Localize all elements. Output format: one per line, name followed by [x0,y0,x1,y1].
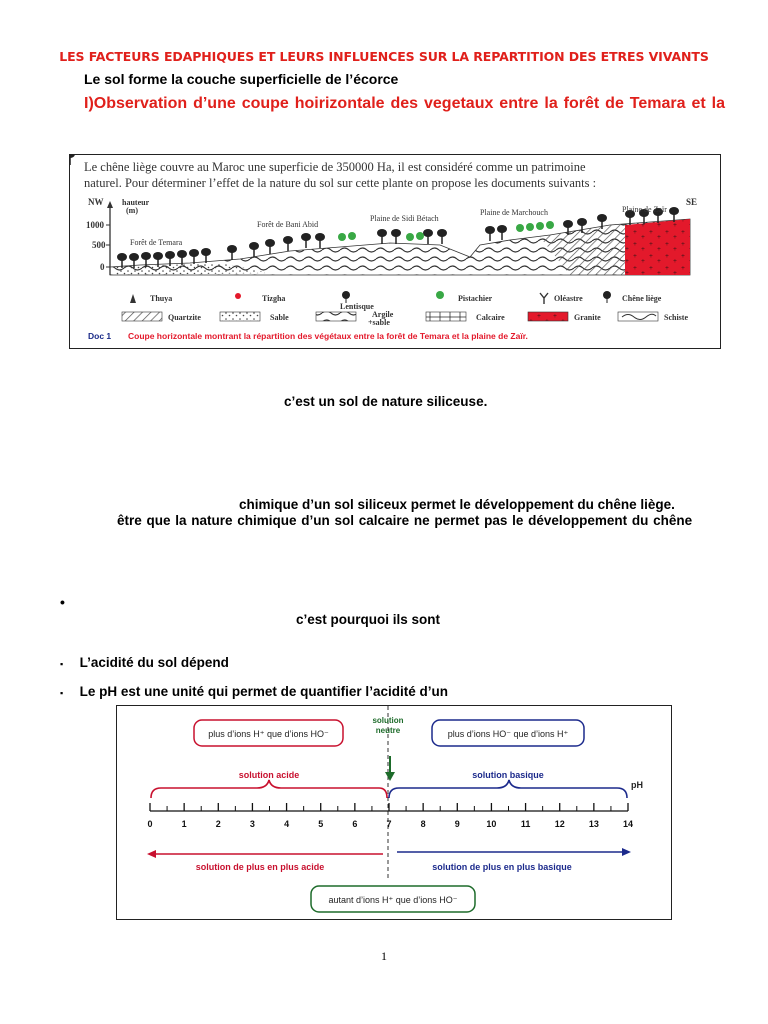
ph-scale-figure [116,705,672,920]
doc1-caption-label: Doc 1 [88,331,112,341]
legend-granite: Granite [574,313,601,322]
ph-tick-label: 4 [284,819,290,829]
doc1-section-diagram [70,155,719,347]
ph-tick-label: 1 [181,819,187,829]
ph-tick-label: 5 [318,819,324,829]
acid-box-text: plus d’ions H⁺ que d’ions HO⁻ [208,729,329,739]
document-title: LES FACTEURS EDAPHIQUES ET LEURS INFLUENCES SUR LA REPARTITION DES ETRES VIVANTS [59,49,709,64]
paragraph-2: chimique d’un sol siliceux permet le développement du chêne liège. [239,497,675,512]
ph-tick-label: 0 [147,819,153,829]
ph-label: pH [631,780,643,790]
bullet-text: Le pH est une unité qui permet de quantifier l’acidité d’un [79,684,448,699]
more-basic-arrow [622,848,631,856]
ph-tick-label: 6 [352,819,358,829]
more-basic-label: solution de plus en plus basique [432,862,572,872]
legend-tizgha: Tizgha [262,294,286,303]
ph-tick-label: 7 [386,819,392,829]
place-marchouch: Plaine de Marchouch [480,208,548,217]
ph-tick-label: 12 [554,819,565,829]
legend-thuya: Thuya [150,294,173,303]
place-zair: Plaine de Zaïr [622,205,667,214]
ph-tick-label: 8 [420,819,426,829]
tick-1000: 1000 [86,220,104,230]
place-temara: Forêt de Temara [130,238,183,247]
axis-label: hauteur [122,198,150,207]
ph-tick-label: 13 [588,819,599,829]
paragraph-4: c’est pourquoi ils sont [296,612,441,627]
ph-tick-label: 9 [454,819,460,829]
more-acid-label: solution de plus en plus acide [195,862,325,872]
se-label: SE [686,197,698,207]
square-bullet: ▪ [60,688,64,698]
doc1-text-line2: naturel. Pour déterminer l’effet de la nature du sol sur cette plante on propose les documents suivants : [84,176,597,190]
place-sidi-betach: Plaine de Sidi Bétach [370,214,439,223]
ph-tick-label: 10 [486,819,497,829]
bullet-text: L’acidité du sol dépend [79,655,229,670]
ph-scale-diagram [117,706,670,918]
ph-tick-label: 14 [622,819,634,829]
legend-oleastre: Oléastre [554,294,583,303]
page-number: 1 [381,949,387,963]
legend-pistachier: Pistachier [458,294,493,303]
ph-tick-label: 2 [215,819,221,829]
square-bullet: ▪ [60,659,64,669]
section-heading: I)Observation d’une coupe hoirizontale des vegetaux entre la forêt de Temara et la [84,95,725,112]
paragraph-1: c’est un sol de nature siliceuse. [284,394,488,409]
bullet-item-acidity [60,654,229,672]
basic-label: solution basique [472,770,544,780]
legend-sable: Sable [270,313,289,322]
doc1-text-line1: Le chêne liège couvre au Maroc une superficie de 350000 Ha, il est considéré comme un patrimoine [84,160,586,174]
tick-500: 500 [92,240,106,250]
bullet-item-ph [60,683,448,701]
ph-tick-label: 11 [520,819,531,829]
basic-box-text: plus d’ions HO⁻ que d’ions H⁺ [447,729,569,739]
legend-plus-sable: +sable [368,318,390,327]
legend-argile: Argile [372,310,394,319]
acid-label: solution acide [238,770,300,780]
tick-0: 0 [100,262,105,272]
ph-ticks [147,803,633,829]
section-granite [625,219,690,275]
plant-legend [130,291,662,311]
axis-unit: (m) [126,206,138,215]
legend-lentisque: Lentisque [340,302,374,311]
nw-label: NW [88,197,104,207]
paragraph-3: être que la nature chimique d’un sol calcaire ne permet pas le développement du chêne [117,513,693,528]
neutral-label-2: neutre [375,726,401,735]
place-bani-abid: Forêt de Bani Abid [257,220,319,229]
basic-brace [389,780,627,798]
legend-schiste: Schiste [664,313,688,322]
neutral-box-text: autant d’ions H⁺ que d’ions HO⁻ [328,895,458,905]
bullet-marker: • [60,594,65,610]
more-acid-arrow [147,850,156,858]
legend-quartzite: Quartzite [168,313,201,322]
legend-calcaire: Calcaire [476,313,505,322]
soil-legend [122,310,688,327]
neutral-arrow [385,772,395,781]
ph-tick-label: 3 [249,819,255,829]
intro-text: Le sol forme la couche superficielle de l’écorce [84,71,399,87]
acid-brace [151,780,387,798]
doc1-figure [69,154,721,349]
legend-chene-liege: Chêne liège [622,294,662,303]
doc1-caption: Coupe horizontale montrant la répartition des végétaux entre la forêt de Temara et la plaine de Zaïr. [128,331,528,341]
neutral-label-1: solution [372,716,404,725]
